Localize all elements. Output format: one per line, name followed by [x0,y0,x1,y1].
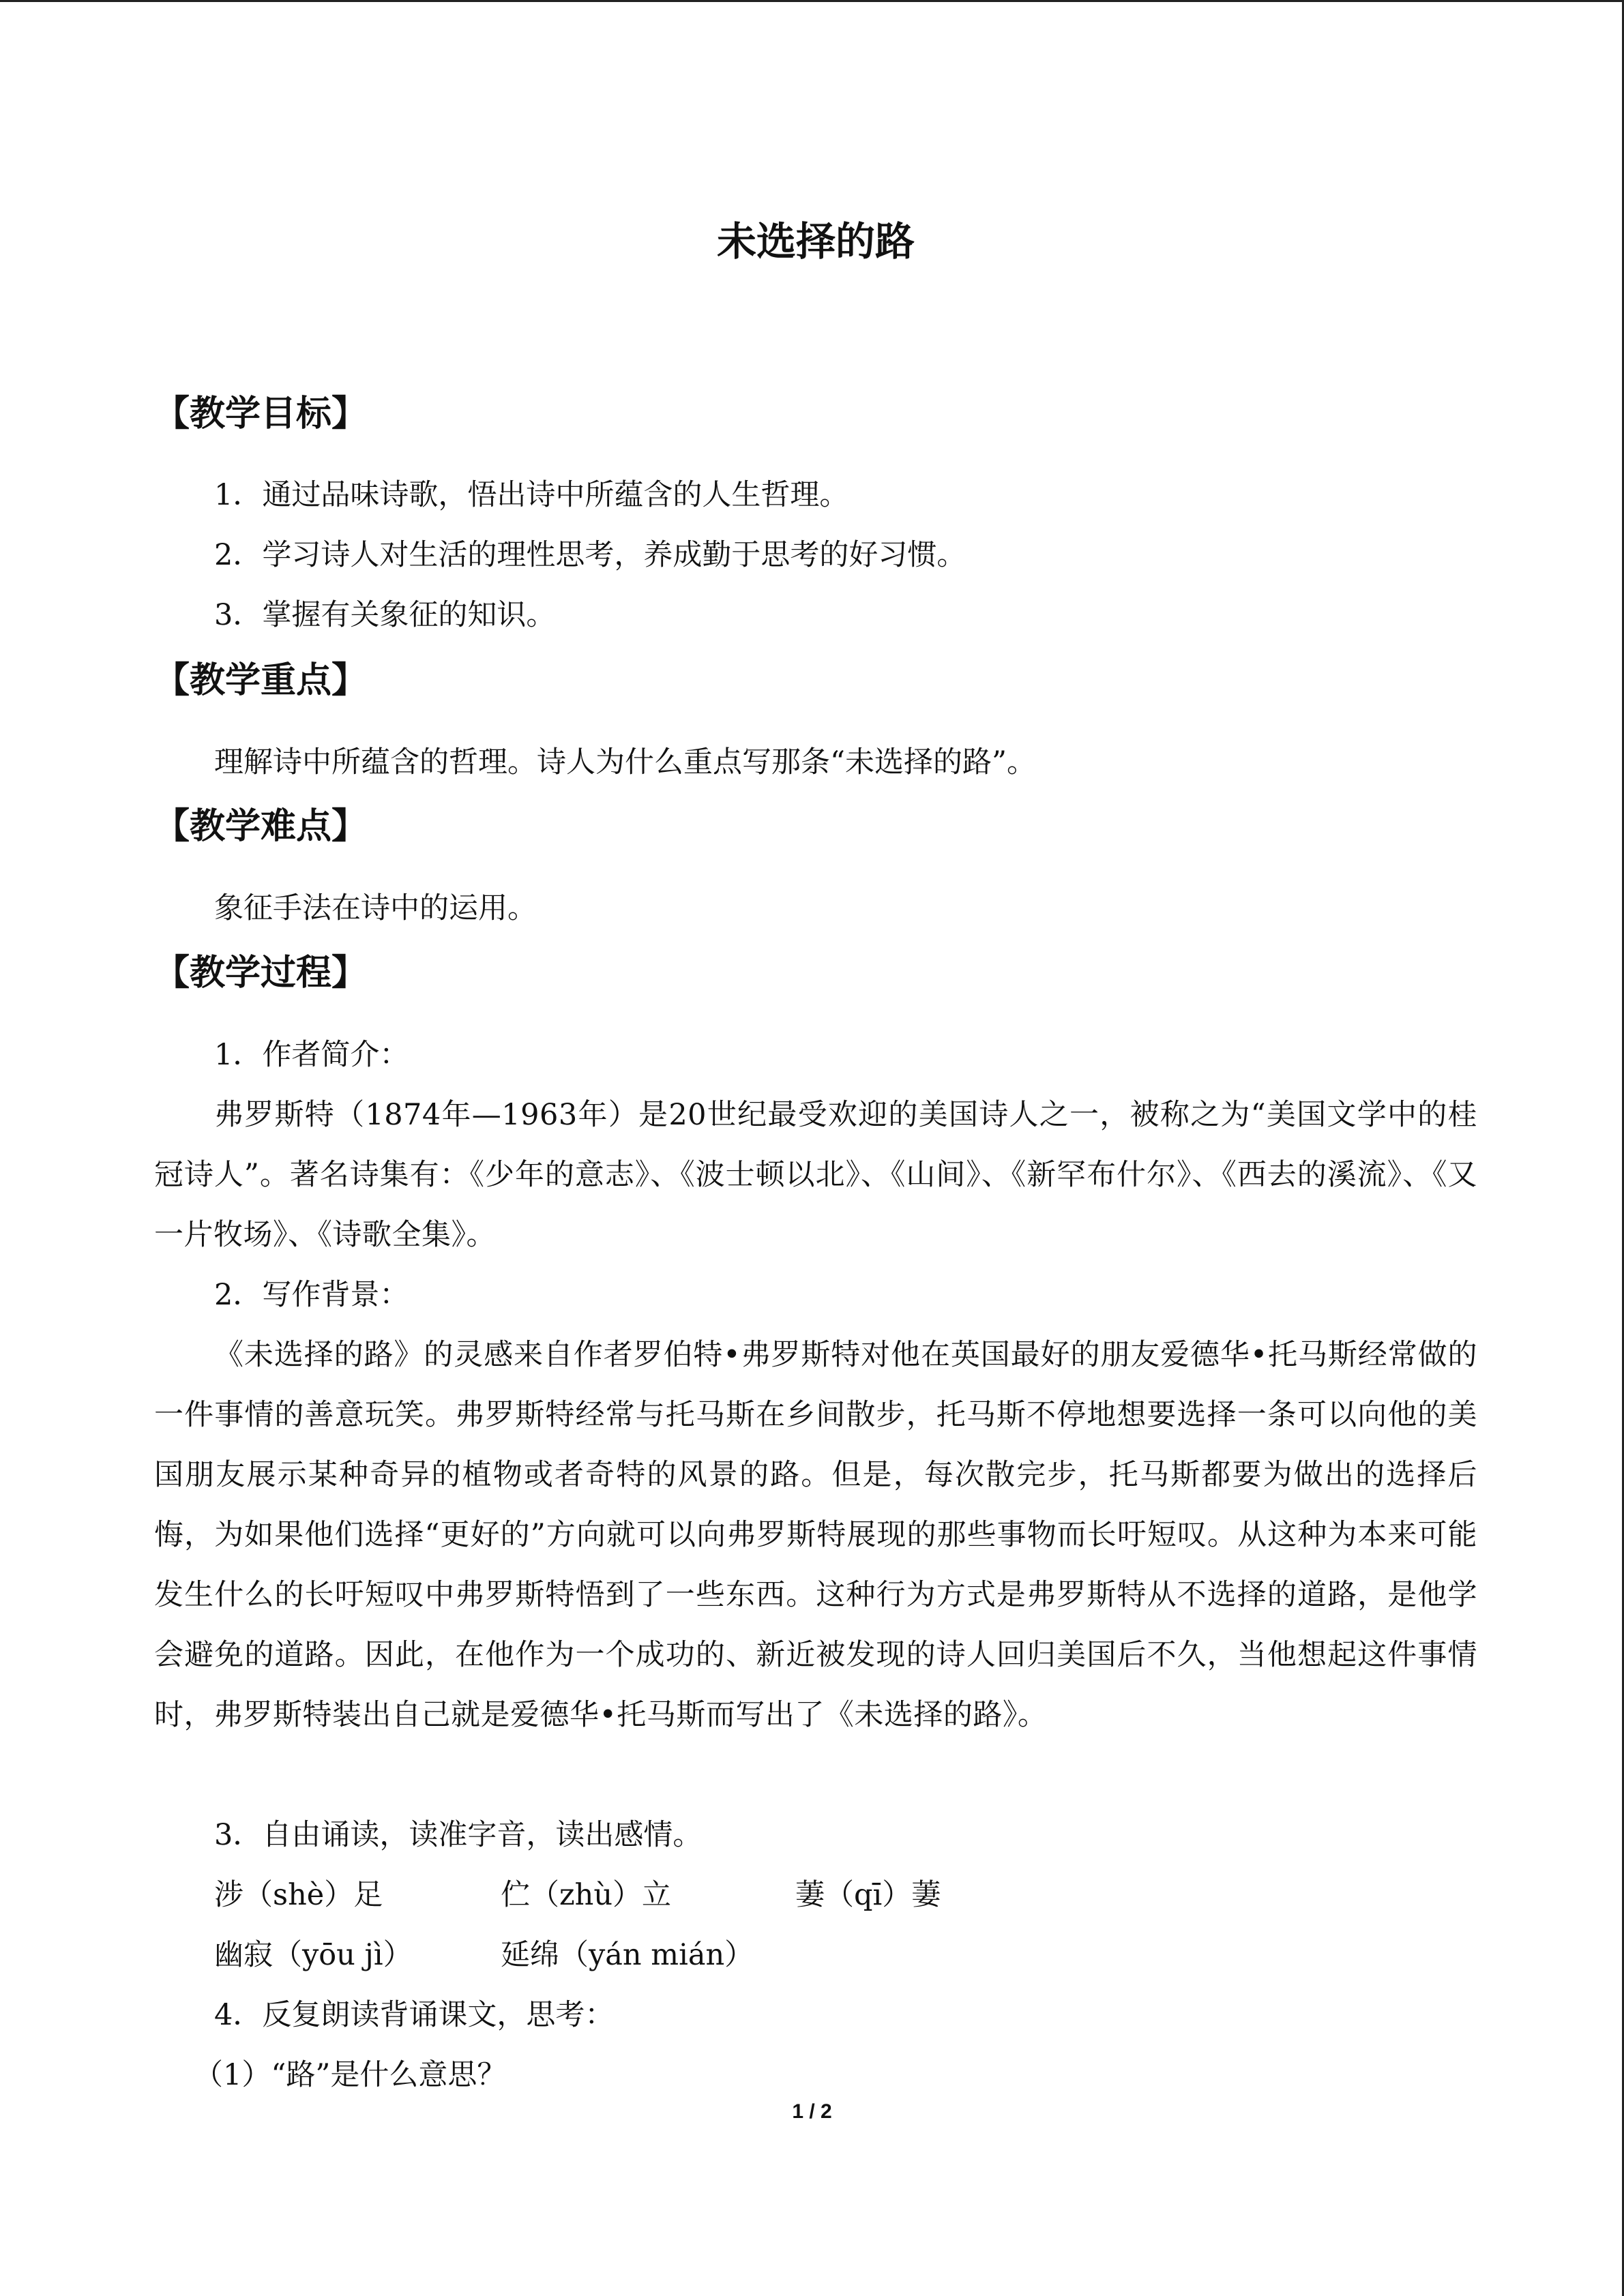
question-1: （1）“路”是什么意思？ [194,2058,507,2092]
document-title: 未选择的路 [716,218,915,265]
difficulties-text: 象征手法在诗中的运用。 [214,891,537,925]
key-points-text: 理解诗中所蕴含的哲理。诗人为什么重点写那条“未选择的路”。 [214,745,1036,779]
heading-key-points: 【教学重点】 [154,660,368,701]
step1-text: 弗罗斯特（1874年—1963年）是20世纪最受欢迎的美国诗人之一，被称之为“美国文学中的桂冠诗人”。著名诗集有：《少年的意志》、《波士顿以北》、《山间》、《新罕布什尔》、《西去的溪流》、《又一片牧场》、《诗歌全集》。 [154,1098,1477,1252]
heading-process: 【教学过程】 [154,953,368,994]
pinyin-item-2: 伫（zhù）立 [501,1878,672,1912]
step2-title: 2．写作背景： [214,1278,409,1312]
step4-title: 4．反复朗读背诵课文，思考： [214,1998,615,2032]
step2-text: 《未选择的路》的灵感来自作者罗伯特•弗罗斯特对他在英国最好的朋友爱德华•托马斯经常做的一件事情的善意玩笑。弗罗斯特经常与托马斯在乡间散步，托马斯不停地想要选择一条可以向他的美国朋友展示某种奇异的植物或者奇特的风景的路。但是，每次散完步，托马斯都要为做出的选择后悔，为如果他们选择“更好的”方向就可以向弗罗斯特展现的那些事物而长吁短叹。从这种为本来可能发生什么的长吁短叹中弗罗斯特悟到了一些东西。这种行为方式是弗罗斯特从不选择的道路，是他学会避免的道路。因此，在他作为一个成功的、新近被发现的诗人回归美国后不久，当他想起这件事情时，弗罗斯特装出自己就是爱德华•托马斯而写出了《未选择的路》。 [154,1338,1477,1732]
step3-title: 3．自由诵读，读准字音，读出感情。 [214,1818,703,1852]
heading-difficulties: 【教学难点】 [154,806,368,847]
step1-title: 1．作者简介： [214,1038,409,1072]
pinyin-item-5: 延绵（yán mián） [501,1938,754,1972]
pinyin-item-3: 萋（qī）萋 [795,1878,941,1912]
page-border-top [0,0,1624,2]
pinyin-item-4: 幽寂（yōu jì） [214,1938,413,1972]
goal-item-2: 2．学习诗人对生活的理性思考，养成勤于思考的好习惯。 [214,538,966,572]
page-number: 1 / 2 [792,2100,832,2123]
goal-item-3: 3．掌握有关象征的知识。 [214,598,556,632]
goal-item-1: 1．通过品味诗歌，悟出诗中所蕴含的人生哲理。 [214,478,849,512]
heading-goals: 【教学目标】 [154,393,368,434]
pinyin-item-1: 涉（shè）足 [214,1878,383,1912]
